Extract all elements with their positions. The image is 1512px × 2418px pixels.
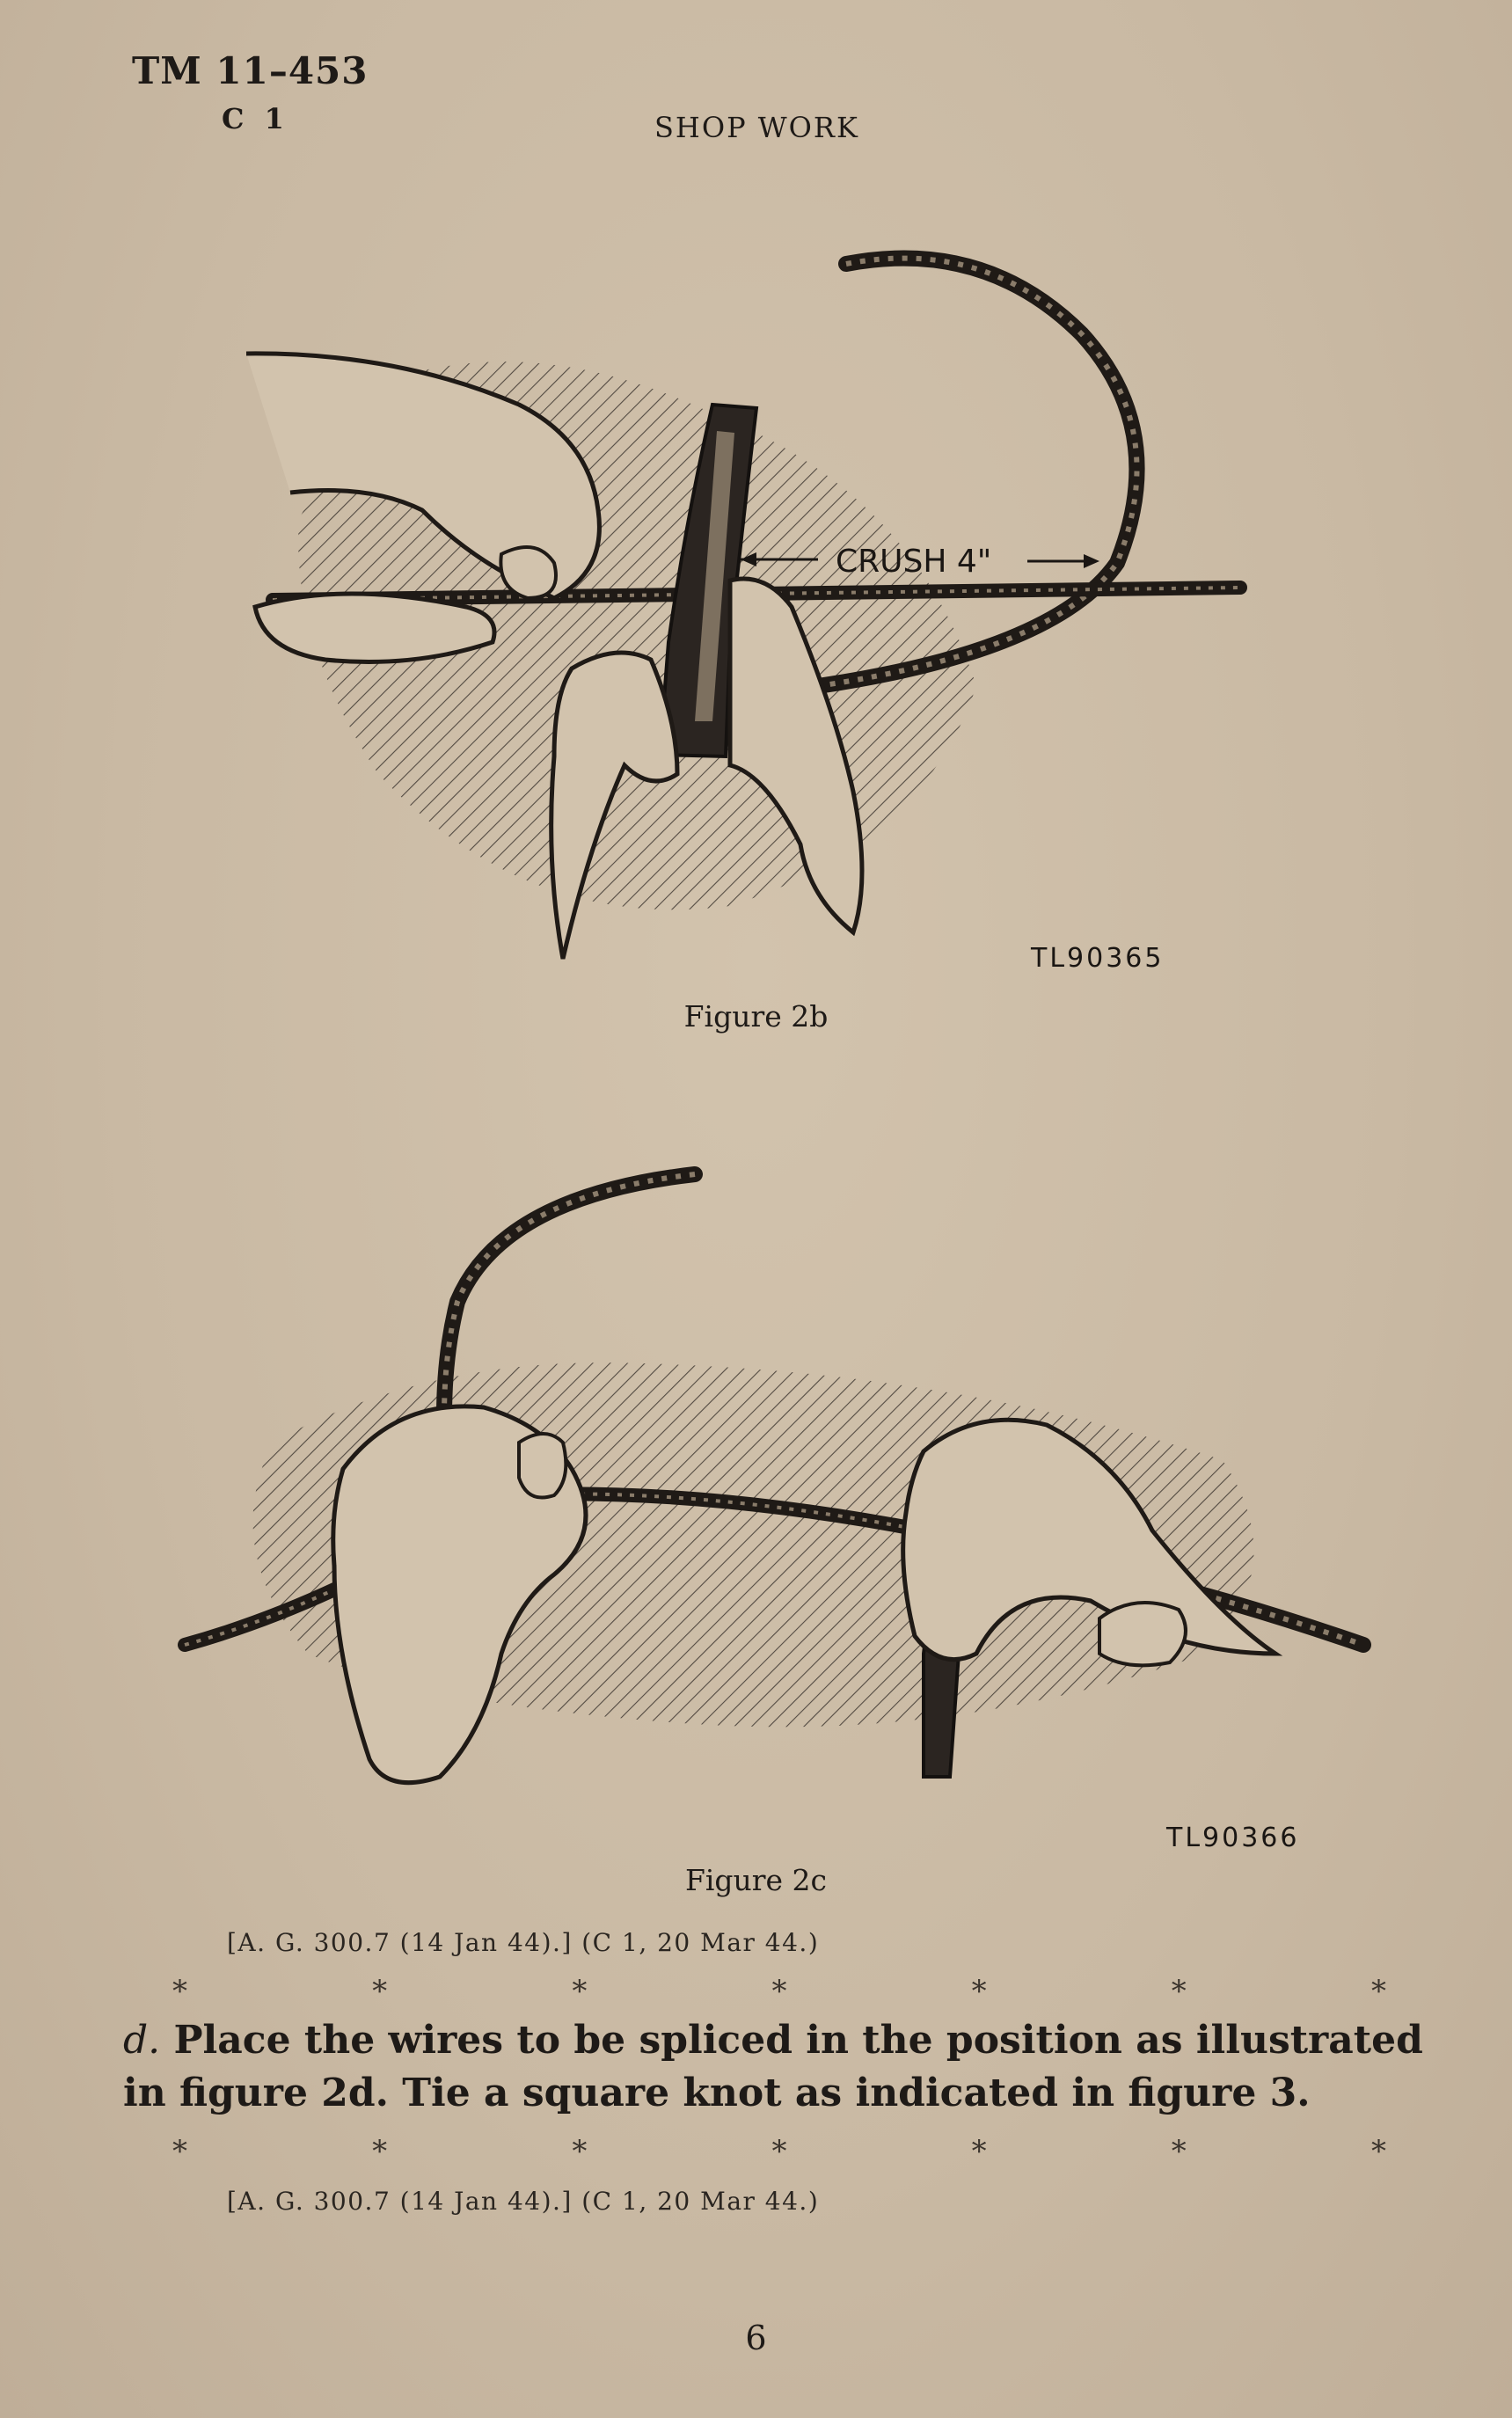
reference-note-2: [A. G. 300.7 (14 Jan 44).] (C 1, 20 Mar 44.) [227, 2187, 820, 2216]
star: * [971, 2134, 987, 2169]
change-number: C 1 [222, 102, 289, 135]
paragraph-text: Place the wires to be spliced in the position as illustrated in figure 2d. Tie a square knot as indicated in figure 3. [123, 2018, 1423, 2115]
star: * [1370, 1974, 1386, 2009]
star: * [771, 1974, 787, 2009]
manual-number: TM 11–453 [132, 49, 369, 92]
section-title: SHOP WORK [654, 111, 859, 144]
figure-2c-illustration [167, 1161, 1381, 1865]
paragraph-letter: d. [123, 2018, 161, 2063]
star: * [372, 1974, 388, 2009]
star: * [1370, 2134, 1386, 2169]
figure-2b-illustration [237, 229, 1258, 985]
page-number: 6 [745, 2319, 767, 2357]
figure-2c-caption: Figure 2c [684, 1863, 828, 1897]
figure-2b-caption: Figure 2b [683, 999, 829, 1034]
star: * [771, 2134, 787, 2169]
star: * [1171, 2134, 1187, 2169]
star: * [172, 2134, 187, 2169]
star: * [572, 2134, 588, 2169]
star: * [572, 1974, 588, 2009]
reference-note-1: [A. G. 300.7 (14 Jan 44).] (C 1, 20 Mar 44.) [227, 1928, 820, 1957]
ellipsis-stars-1 [172, 1974, 1386, 2009]
crush-callout: CRUSH 4" [836, 544, 992, 580]
figure-2c-id: TL90366 [1166, 1823, 1300, 1853]
star: * [1171, 1974, 1187, 2009]
star: * [372, 2134, 388, 2169]
star: * [971, 1974, 987, 2009]
ellipsis-stars-2 [172, 2134, 1386, 2169]
paragraph-d [123, 2014, 1425, 2120]
figure-2b-id: TL90365 [1031, 943, 1165, 974]
star: * [172, 1974, 187, 2009]
